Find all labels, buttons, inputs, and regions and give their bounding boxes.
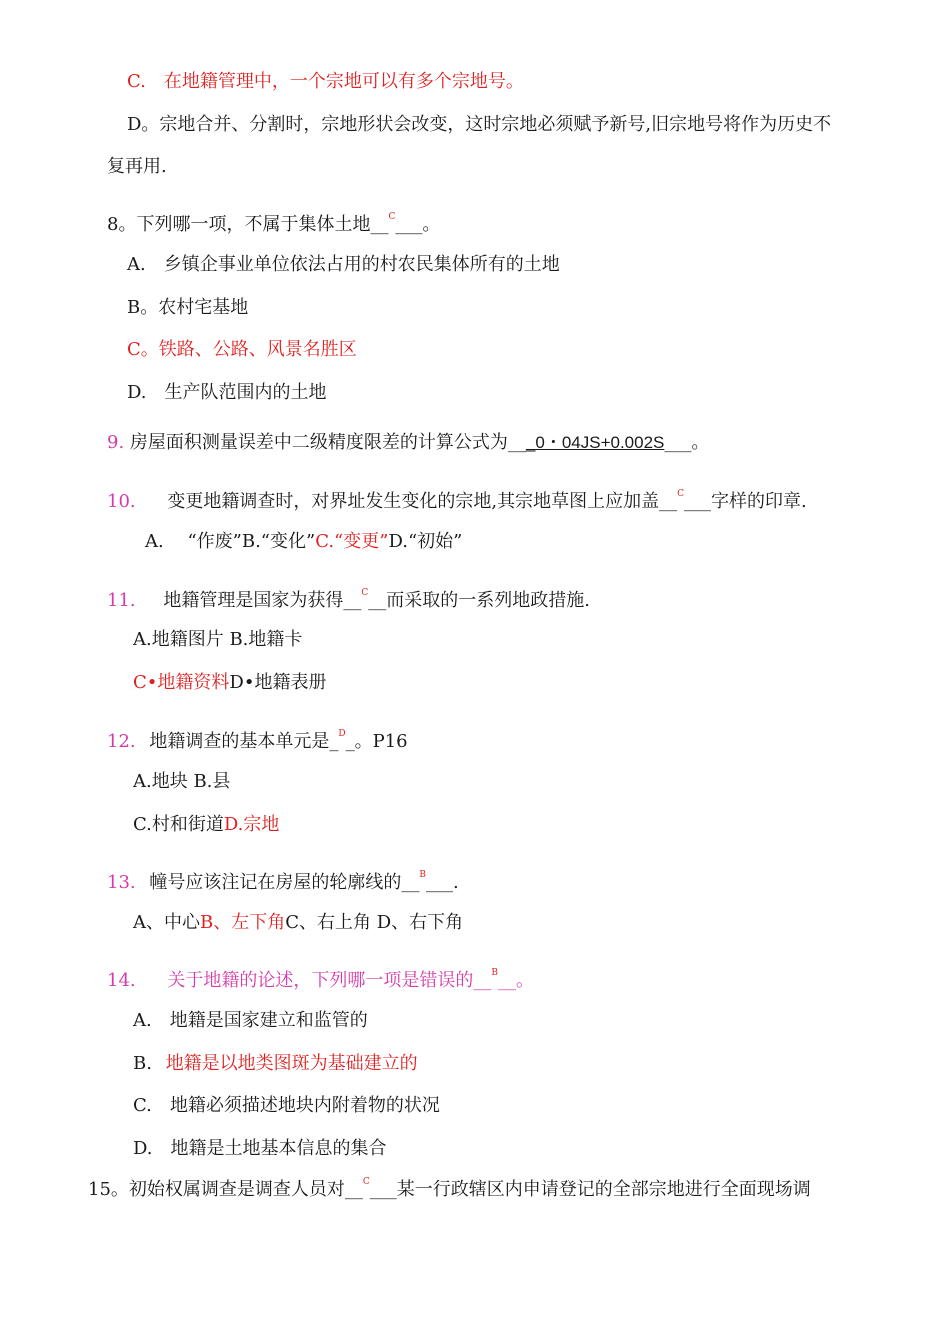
q8-option-d: D. 生产队范围内的土地 <box>127 382 327 403</box>
q10-answer-mark: C <box>677 489 684 499</box>
q11-stem <box>107 581 590 613</box>
q15-stem-post: ___某一行政辖区内申请登记的全部宗地进行全面现场调 <box>369 1179 811 1200</box>
q10-stem <box>107 482 807 514</box>
q10-option-d: D.“初始” <box>388 531 463 552</box>
q13-options <box>133 911 463 935</box>
q8-stem-pre: 8。下列哪一项，不属于集体土地__ <box>107 214 389 235</box>
q13-option-a: A、中心 <box>133 912 200 933</box>
q11-option-ab: A.地籍图片 B.地籍卡 <box>133 629 303 650</box>
q11-number: 11. <box>107 590 136 611</box>
q15-stem <box>88 1170 811 1202</box>
q9-stem-post: ___。 <box>664 432 710 453</box>
q13-option-cd: C、右上角 D、右下角 <box>285 912 464 933</box>
q11-option-c: C•地籍资料 <box>133 672 230 693</box>
q15-answer-mark: C <box>362 1177 370 1187</box>
q14-option-b-text: 地籍是以地类图斑为基础建立的 <box>165 1053 418 1074</box>
q12-answer-mark: D <box>338 729 346 739</box>
q13-option-b: B、左下角 <box>200 912 286 933</box>
q12-stem-post: _。P16 <box>345 731 408 752</box>
q9-number: 9. <box>107 432 125 453</box>
q10-stem-pre: 变更地籍调查时，对界址发生变化的宗地,其宗地草图上应加盖__ <box>167 491 678 512</box>
q11-option-d: D•地籍表册 <box>229 672 327 693</box>
q8-answer-mark: C <box>388 212 396 222</box>
q13-stem-post: ___. <box>426 872 459 893</box>
q11-stem-pre: 地籍管理是国家为获得__ <box>163 590 362 611</box>
q13-stem <box>107 863 459 895</box>
q10-stem-post: ___字样的印章. <box>684 491 807 512</box>
q13-number: 13. <box>107 872 136 893</box>
q12-number: 12. <box>107 731 136 752</box>
q14-option-c: C. 地籍必须描述地块内附着物的状况 <box>133 1095 440 1116</box>
q8-option-a: A. 乡镇企事业单位依法占用的村农民集体所有的土地 <box>127 254 560 275</box>
q11-stem-post: __而采取的一系列地政措施. <box>368 590 590 611</box>
q12-option-ab: A.地块 B.县 <box>133 771 231 792</box>
q12-options-cd <box>133 813 279 837</box>
q12-stem-pre: 地籍调查的基本单元是_ <box>149 731 339 752</box>
q14-stem-post: __。 <box>498 970 534 991</box>
q8-stem <box>107 205 440 237</box>
q10-number: 10. <box>107 491 136 512</box>
q9-stem-pre: 房屋面积测量误差中二级精度限差的计算公式为__ <box>129 432 526 453</box>
q7-option-d-line1: D。宗地合并、分割时，宗地形状会改变，这时宗地必须赋予新号,旧宗地号将作为历史不 <box>127 114 832 135</box>
q11-answer-mark: C <box>361 588 369 598</box>
q14-number: 14. <box>107 970 136 991</box>
q8-stem-post: ___。 <box>395 214 441 235</box>
q12-stem <box>107 722 408 754</box>
q14-stem-pre: 关于地籍的论述，下列哪一项是错误的__ <box>167 970 492 991</box>
q14-option-b <box>133 1052 418 1076</box>
q13-stem-pre: 幢号应该注记在房屋的轮廓线的__ <box>149 872 420 893</box>
q14-option-a: A. 地籍是国家建立和监管的 <box>133 1010 368 1031</box>
q14-option-b-label: B. <box>133 1053 152 1074</box>
q7-option-d-line2: 复再用. <box>107 156 167 177</box>
q8-option-b: B。农村宅基地 <box>127 297 249 318</box>
q7-option-c: C. 在地籍管理中，一个宗地可以有多个宗地号。 <box>127 71 524 92</box>
q13-answer-mark: B <box>419 870 426 880</box>
q15-stem-pre: 15。初始权属调查是调查人员对__ <box>88 1179 363 1200</box>
q8-option-c: C。铁路、公路、风景名胜区 <box>127 339 357 360</box>
q9-stem <box>107 431 709 455</box>
q9-formula: _0・04JS+0.002S <box>525 433 665 452</box>
q11-options-cd <box>133 671 326 695</box>
q14-option-d: D. 地籍是土地基本信息的集合 <box>133 1138 387 1159</box>
q10-option-ab: A. “作废”B.“变化” <box>145 531 316 552</box>
q10-option-c: C.“变更” <box>315 531 389 552</box>
q12-option-d: D.宗地 <box>223 814 280 835</box>
q14-stem <box>107 961 534 993</box>
q12-option-c: C.村和街道 <box>133 814 224 835</box>
q10-options <box>145 530 462 554</box>
q14-answer-mark: B <box>491 968 498 978</box>
